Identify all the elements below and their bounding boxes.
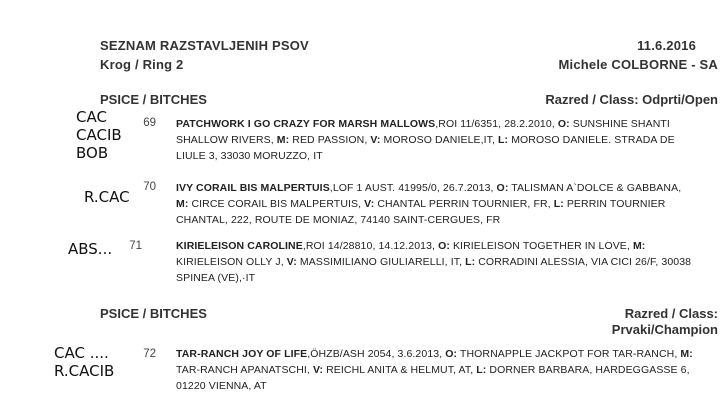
- dog-name: IVY CORAIL BIS MALPERTUIS: [176, 182, 330, 194]
- breeder: REICHL ANITA & HELMUT, AT,: [323, 364, 477, 376]
- dog-name: PATCHWORK I GO CRAZY FOR MARSH MALLOWS: [176, 118, 436, 130]
- owner-label: L:: [553, 198, 564, 210]
- award-line: ABS...: [68, 240, 113, 258]
- award-line: CAC: [76, 108, 107, 126]
- award-note: [54, 344, 114, 380]
- catalog-number: 69: [143, 117, 156, 129]
- class-label: Razred / Class: Odprti/Open: [545, 92, 718, 107]
- sire: TALISMAN A`DOLCE & GABBANA,: [508, 182, 682, 194]
- judge-name: Michele COLBORNE - SA: [558, 57, 718, 72]
- sire: SUNSHINE SHANTI SHALLOW RIVERS,: [176, 118, 670, 146]
- class-name: Prvaki/Champion: [611, 322, 718, 337]
- dog-entry: [176, 238, 696, 286]
- class-label: Razred / Class:: [624, 306, 718, 321]
- registration: ,LOF 1 AUST. 41995/0, 26.7.2013,: [329, 182, 497, 194]
- catalog-number: 70: [143, 181, 156, 193]
- sire-label: O:: [496, 182, 509, 194]
- owner: PERRIN TOURNIER CHANTAL, 222, ROUTE DE MONIAZ, 74140 SAINT-CERGUES, FR: [176, 198, 666, 226]
- registration: ,ÖHZB/ASH 2054, 3.6.2013,: [307, 348, 446, 360]
- breeder: MASSIMILIANO GIULIARELLI, IT,: [296, 256, 466, 268]
- registration: ,ROI 14/28810, 14.12.2013,: [302, 240, 439, 252]
- breeder-label: V:: [312, 364, 324, 376]
- sire-label: O:: [557, 118, 570, 130]
- dam: CIRCE CORAIL BIS MALPERTUIS,: [188, 198, 365, 210]
- owner-label: L:: [498, 134, 509, 146]
- document-title: SEZNAM RAZSTAVLJENIH PSOV: [100, 38, 309, 53]
- owner: CORRADINI ALESSIA, VIA CICI 26/F, 30038 SPINEA (VE),·IT: [176, 256, 692, 284]
- dog-entry: [176, 116, 696, 164]
- section-title: PSICE / BITCHES: [100, 92, 207, 107]
- dam: RED PASSION,: [289, 134, 371, 146]
- dog-entry: [176, 180, 696, 228]
- award-note: [68, 240, 112, 258]
- sire-label: O:: [438, 240, 450, 252]
- ring-label: Krog / Ring 2: [100, 57, 184, 72]
- breeder-label: V:: [364, 198, 375, 210]
- breeder: MOROSO DANIELE,IT,: [380, 134, 499, 146]
- award-line: R.CACIB: [54, 362, 115, 380]
- owner: MOROSO DANIELE. STRADA DE LIULE 3, 33030 MORUZZO, IT: [176, 134, 675, 162]
- catalog-number: 71: [129, 240, 142, 252]
- dog-entry: [176, 346, 696, 394]
- dam: TAR-RANCH APANATSCHI,: [176, 364, 313, 376]
- owner: DORNER BARBARA, HARDEGGASSE 6, 01220 VIENNA, AT: [176, 364, 690, 392]
- dam-label: M:: [176, 198, 189, 210]
- award-note: [84, 188, 130, 206]
- section-title: PSICE / BITCHES: [100, 306, 207, 321]
- award-note: [76, 108, 122, 162]
- registration: ,ROI 11/6351, 28.2.2010,: [435, 118, 558, 130]
- breeder-label: V:: [370, 134, 381, 146]
- award-line: BOB: [76, 144, 109, 162]
- sire: KIRIELEISON TOGETHER IN LOVE,: [449, 240, 633, 252]
- sire: THORNAPPLE JACKPOT FOR TAR-RANCH,: [457, 348, 681, 360]
- dam: KIRIELEISON OLLY J,: [176, 256, 287, 268]
- dam-label: M:: [632, 240, 646, 252]
- award-line: R.CAC: [84, 188, 130, 206]
- dog-name: KIRIELEISON CAROLINE: [176, 240, 303, 252]
- dam-label: M:: [276, 134, 290, 146]
- show-date: 11.6.2016: [637, 38, 696, 53]
- sire-label: O:: [445, 348, 458, 360]
- dam-label: M:: [680, 348, 693, 360]
- owner-label: L:: [476, 364, 487, 376]
- award-line: CAC ....: [54, 344, 109, 362]
- breeder-label: V:: [286, 256, 297, 268]
- breeder: CHANTAL PERRIN TOURNIER, FR,: [374, 198, 554, 210]
- catalog-number: 72: [143, 348, 156, 360]
- award-line: CACIB: [76, 126, 122, 144]
- owner-label: L:: [465, 256, 476, 268]
- dog-name: TAR-RANCH JOY OF LIFE: [176, 348, 308, 360]
